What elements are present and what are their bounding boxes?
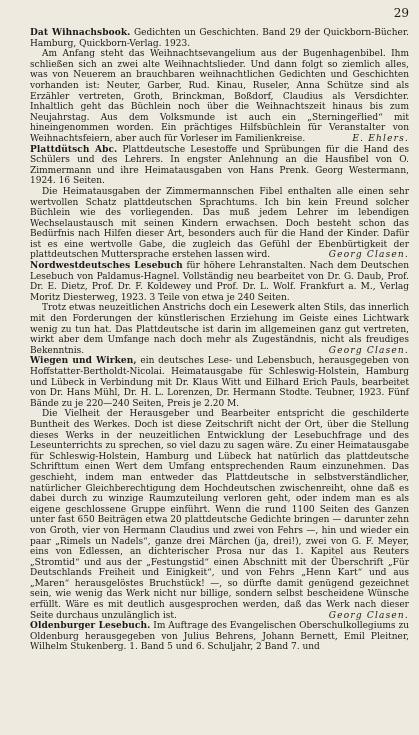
review-entry <box>30 145 409 262</box>
review-bibliography: Im Auftrage des Evangelischen Oberschulkollegiums zu Oldenburg herausgegeben von Julius Behrens, Johann Bernett, Emil Pleitner, Wilhelm Stukenberg. 1. Band 5 und 6. Schuljahr, 2 Band 7. und <box>30 621 410 653</box>
review-entry <box>30 28 409 145</box>
review-bibliography: ein deutsches Lese- und Lebensbuch, herausgegeben von Hoffstatter-Bertholdt-Nicolai. Heimatausgabe für Schleswig-Holstein, Hamburg und Lübeck in Verbindung mit Dr. Klaus Witt und Eilhard Erich Pauls, bearbeitet von Dr. Hans Mühl, Dr. H. L. Lorenzen, Dr. Hermann Stodte. Teubner, 1923. Fünf Bände zu je 220—240 Seiten, Preis je 2.20 M. <box>30 356 409 409</box>
review-title: Wiegen und Wirken, <box>30 356 137 367</box>
review-signature: Georg Clasen. <box>328 345 409 356</box>
review-paragraph: Trotz etwas neuzeitlichen Anstrichs doch ein Lesewerk alten Stils, das innerlich mit den Forderungen der künstlerischen Erziehung im Geiste eines Lichtwark wenig zu tun hat. Das Plattdeutsche ist darin im allgemeinen ganz gut vertreten, wirkt aber dem Umfange nach doch mehr als Zugeständnis, nicht als freudiges Bekenntnis. Georg Clasen. <box>30 303 409 356</box>
review-paragraph: Am Anfang steht das Weihnachtsevangelium aus der Bugenhagenbibel. Ihm schließen sich an zwei alte Weihnachtslieder. Und dann folgt so ziemlich alles, was von Neuerem an brauchbaren weihnachtlichen Gedichten und Geschichten vorhanden ist: Neuter, Garber, Rud. Kinau, Ruseler, Anna Schütze sind als Erzähler vertreten, Groth, Brinckman, Boßdorf, Claudius als Versdichter. Inhaltlich geht das Büchlein noch über die Weihnachtszeit hinaus bis zum Neujahrstag. Aus dem Volksmunde ist auch ein „Sterninger̈lied“ mit hineingenommen worden. Ein prächtiges Hilfsbüchlein für Veranstalter von Weihnachtsfeiern, aber auch für Vorleser im Familienkreise. E. Ehlers. <box>30 49 409 144</box>
review-header <box>30 145 409 187</box>
review-bibliography: Gedichten un Geschichten. Band 29 der Quickborn-Bücher. Hamburg, Quickborn-Verlag. 1923. <box>30 28 409 49</box>
review-signature: Georg Clasen. <box>328 610 409 621</box>
review-header <box>30 28 409 49</box>
review-paragraph: Die Heimatausgaben der Zimmermannschen Fibel enthalten alle einen sehr wertvollen Schatz plattdeutschen Sprachtums. Ich bin kein Freund solcher Büchlein wie des vorliegenden. Das muß jedem Lehrer im lebendigen Wechselaustausch mit seinen Kindern erwachsen. Doch besteht schon das Bedürfnis nach Hilfen dieser Art, besonders auch für die Hand der Kinder. Dafür ist es eine wertvolle Gabe, die zugleich das Gefühl der Ebenbürtigkeit der plattdeutschen Muttersprache erstehen lassen wird. Georg Clasen. <box>30 186 409 261</box>
review-header <box>30 261 409 303</box>
review-signature: E. Ehlers. <box>352 133 409 144</box>
review-paragraph: Die Vielheit der Herausgeber und Bearbeiter entspricht die geschilderte Buntheit des Werkes. Doch ist diese Zeitschrift nicht der Ort, über die Stellung dieses Werks in der neuzeitlichen Entwicklung der Lesebuchfrage und des Leseunterrichts zu sprechen, so viel dazu zu sagen wäre. Zu einer Heimatausgabe für Schleswig-Holstein, Hamburg und Lübeck hat natürlich das plattdeutsche Schrifttum einen Wert dem Umfang entsprechenden Raum einzunehmen. Das geschieht, indem man entweder das Plattdeutsche in selbstverständlicher, natürlicher Gleichberechtigung dem Hochdeutschen zwischenreiht, ohne daß es dabei durch zu winzige Raumzuteilung verloren geht, oder indem man es als eigene geschlossene Gruppe einführt. Wenn die rund 1100 Seiten des Ganzen unter fast 650 Beiträgen etwa 20 plattdeutsche Gedichte bringen — darunter zehn von Groth, vier von Hermann Claudius und zwei von Fehrs —, hin und wieder ein paar „Rimels un Nadels“, ganze drei Märchen (ja, drei!), zwei von G. F. Meyer, eins von Edlessen, an dichterischer Prosa nur das 1. Kapitel aus Reuters „Stromtid“ und aus der „Festungstid“ einen Abschnitt mit der Überschrift „Für Deutschlands Freiheit und Einigkeit“, und von Fehrs „Henn Kart“ und aus „Maren“ herausgelöstes Bruchstück! —, so dürfte damit genügend gezeichnet sein, wie wenig das Werk nicht nur billige, sondern selbst bescheidene Wünsche erfüllt. Wäre es mit deutlich ausgesprochen werden, daß das Werk nach dieser Seite durchaus unzulänglich ist. Georg Clasen. <box>30 409 409 621</box>
review-entry <box>30 621 409 653</box>
review-title: Plattdütsch Abc. <box>30 144 118 155</box>
review-header <box>30 621 409 653</box>
review-title: Oldenburger Lesebuch. <box>30 621 151 632</box>
review-title: Nordwestdeutsches Lesebuch <box>30 261 183 272</box>
review-title: Dat Wihnachsbook. <box>30 28 131 38</box>
reviews-column <box>30 28 409 653</box>
review-entry <box>30 261 409 356</box>
review-bibliography: für höhere Lehranstalten. Nach dem Deutschen Lesebuch von Paldamus-Hagnel. Vollständig neu bearbeitet von Dr. G. Daub, Prof. Dr. E. Dietz, Prof. Dr. F. Koldewey und Prof. Dr. L. Wolf. Frankfurt a. M., Verlag Moritz Diesterweg, 1923. 3 Teile von etwa je 240 Seiten. <box>30 261 410 303</box>
review-entry <box>30 356 409 621</box>
review-bibliography: Plattdeutsche Lesestoffe und Sprübungen für die Hand des Schülers und des Lehrers. In engster Anlehnung an die Hausfibel von O. Zimmermann und ihre Heimatausgaben von Hans Prenk. Georg Westermann, 1924. 16 Seiten. <box>30 144 409 187</box>
review-signature: Georg Clasen. <box>328 250 409 261</box>
review-header <box>30 356 409 409</box>
page-number: 29 <box>393 6 409 20</box>
